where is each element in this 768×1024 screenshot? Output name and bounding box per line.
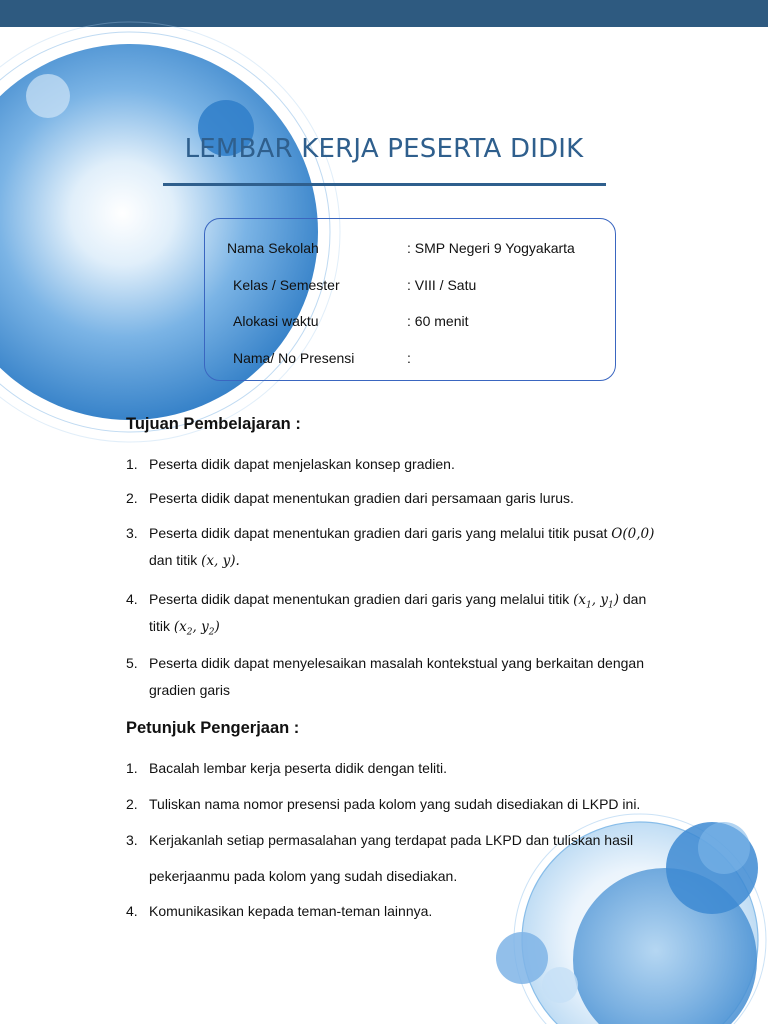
item-text: Peserta didik dapat menentukan gradien dari garis yang melalui titik (149, 591, 570, 607)
item-text: Tuliskan nama nomor presensi pada kolom yang sudah disediakan di LKPD ini. (149, 796, 641, 812)
item-text: Peserta didik dapat menentukan gradien dari persamaan garis lurus. (149, 490, 574, 506)
objective-item (126, 650, 644, 698)
item-text: Komunikasikan kepada teman-teman lainnya. (149, 903, 433, 919)
time-label: Alokasi waktu (233, 313, 319, 329)
class-value: : VIII / Satu (407, 277, 477, 293)
item-number: 2. (126, 490, 138, 506)
math-expression: ($x_2$, $y_2$) (173, 619, 220, 638)
item-number: 1. (126, 456, 138, 472)
item-number: 5. (126, 655, 138, 671)
objectives-heading: Tujuan Pembelajaran : (126, 415, 301, 433)
item-number: 4. (126, 903, 138, 919)
item-number: 3. (126, 525, 138, 541)
objective-item (126, 520, 655, 569)
item-text: dan (622, 591, 647, 607)
school-value: : SMP Negeri 9 Yogyakarta (407, 240, 575, 256)
objective-item (126, 485, 574, 512)
item-text: pekerjaanmu pada kolom yang sudah disediakan. (149, 868, 458, 884)
name-label: Nama/ No Presensi (233, 350, 355, 366)
item-text: Peserta didik dapat menjelaskan konsep gradien. (149, 456, 455, 472)
objective-item (126, 451, 455, 478)
item-number: 1. (126, 760, 138, 776)
instruction-item (126, 827, 634, 884)
item-text: Peserta didik dapat menentukan gradien dari garis yang melalui titik pusat (149, 525, 608, 541)
time-value: : 60 menit (407, 313, 469, 329)
class-label: Kelas / Semester (233, 277, 340, 293)
objective-item (126, 586, 647, 638)
math-expression: ($x_1$, $y_1$) (573, 592, 619, 611)
item-text: gradien garis (149, 682, 230, 698)
name-value: : (407, 350, 411, 366)
item-text: Kerjakanlah setiap permasalahan yang terdapat pada LKPD dan tuliskan hasil (149, 832, 634, 848)
instructions-heading: Petunjuk Pengerjaan : (126, 719, 300, 737)
instruction-item (126, 898, 433, 925)
item-text: Peserta didik dapat menyelesaikan masalah kontekstual yang berkaitan dengan (149, 655, 644, 671)
page-title: LEMBAR KERJA PESERTA DIDIK (184, 134, 584, 164)
instruction-item (126, 755, 448, 782)
item-number: 4. (126, 591, 138, 607)
title-divider (163, 183, 606, 186)
item-number: 2. (126, 796, 138, 812)
math-expression: O(0,0) (611, 526, 655, 542)
item-number: 3. (126, 832, 138, 848)
item-text: dan titik (149, 552, 198, 568)
math-expression: (x, y). (201, 553, 240, 569)
instruction-item (126, 791, 641, 818)
item-text: titik (149, 618, 170, 634)
school-label: Nama Sekolah (227, 240, 319, 256)
item-text: Bacalah lembar kerja peserta didik dengan teliti. (149, 760, 448, 776)
